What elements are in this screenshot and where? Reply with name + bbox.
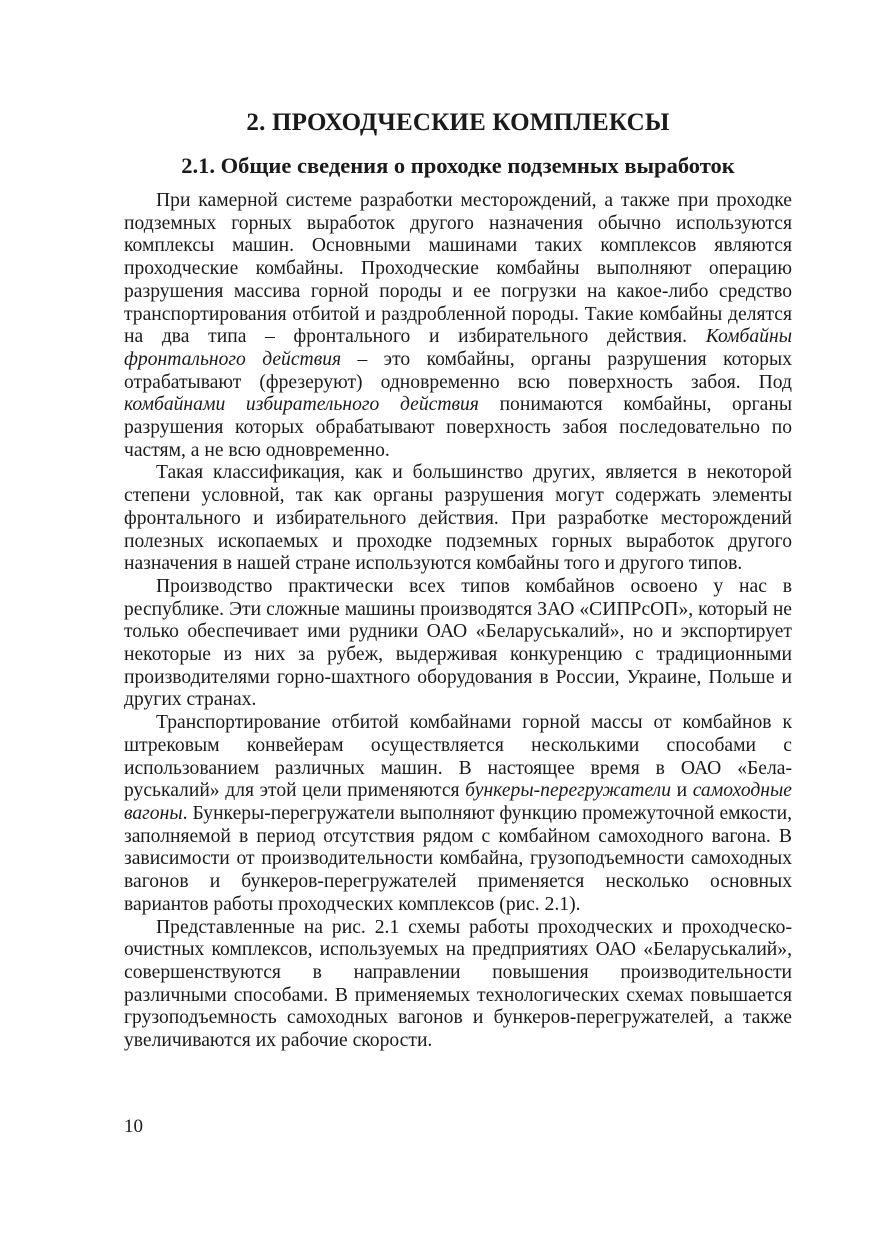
paragraph-segment: – это комбайны, органы разрушения которых отрабатывают (фрезеруют) одновременно всю поверхность забоя. Под [124, 348, 792, 393]
italic-term: комбайнами избирательного действия [124, 394, 479, 416]
italic-term: Комбайны фронтального действия [124, 326, 792, 370]
paragraph-segment: и [671, 780, 693, 802]
paragraph-segment: понимаются комбайны, органы разрушения которых обрабатывают поверхность забоя последовательно по частям, а не всю одновременно. [124, 394, 793, 461]
italic-term: самоходные вагоны [124, 780, 792, 824]
paragraph-segment: . Бункеры-перегружатели выполняют функцию промежуточной емкости, заполняемой в период отсутствия рядом с комбайном самоходного вагона. В зависимости от производительности комбайна, грузоподъемности самоходных вагонов и бункеров-перегружателей применяется несколько основных вариантов работы проходческих комплексов (рис. 2.1). [124, 802, 792, 915]
page-number: 10 [124, 1116, 143, 1137]
paragraph-3 [124, 576, 792, 712]
section-title: 2.1. Общие сведения о проходке подземных выработок [181, 153, 735, 178]
italic-term: бункеры-перегружатели [465, 780, 671, 802]
paragraph-segment: При камерной системе разработки месторождений, а также при проходке подземных горных выработок другого назначения обычно используются комплексы машин. Основными машинами таких комплексов являются проходческие комбайны. Проходческие комбайны выполняют операцию разрушения массива горной породы и ее погрузки на какое-либо средство транспортирования отбитой и раздробленной породы. Такие комбайны делятся на два типа – фронтального и избирательного действия. [124, 190, 792, 348]
paragraph-segment: Транспортирование отбитой комбайнами горной массы от комбайнов к штрековым конвейерам осуществляется несколькими способами с использованием различных машин. В настоящее время в ОАО «Беларуськалий» для этой цели применяются [124, 712, 792, 802]
paragraph-4 [124, 712, 792, 916]
body-text [124, 190, 792, 1053]
paragraph-segment: Такая классификация, как и большинство других, является в некоторой степени условной, так как органы разрушения могут содержать элементы фронтального и избирательного действия. При разработке месторождений полезных ископаемых и проходке подземных горных выработок другого назначения в нашей стране используются комбайны того и другого типов. [124, 462, 792, 575]
paragraph-2 [124, 462, 792, 576]
paragraph-segment: Представленные на рис. 2.1 схемы работы проходческих и проходческо-очистных комплексов, используемых на предприятиях ОАО «Беларуськалий», совершенствуются в направлении повышения производительности различными способами. В применяемых технологических схемах повышается грузоподъемность самоходных вагонов и бункеров-перегружателей, а также увеличиваются их рабочие скорости. [124, 916, 792, 1052]
paragraph-1 [124, 190, 792, 462]
paragraph-5 [124, 917, 792, 1053]
chapter-title: 2. ПРОХОДЧЕСКИЕ КОМПЛЕКСЫ [246, 109, 670, 136]
paragraph-segment: Производство практически всех типов комбайнов освоено у нас в республике. Эти сложные машины производятся ЗАО «СИПРсОП», который не только обеспечивает ими рудники ОАО «Беларуськалий», но и экспортирует некоторые из них за рубеж, выдерживая конкуренцию с традиционными производителями горно-шахтного оборудования в России, Украине, Польше и других странах. [124, 575, 792, 711]
